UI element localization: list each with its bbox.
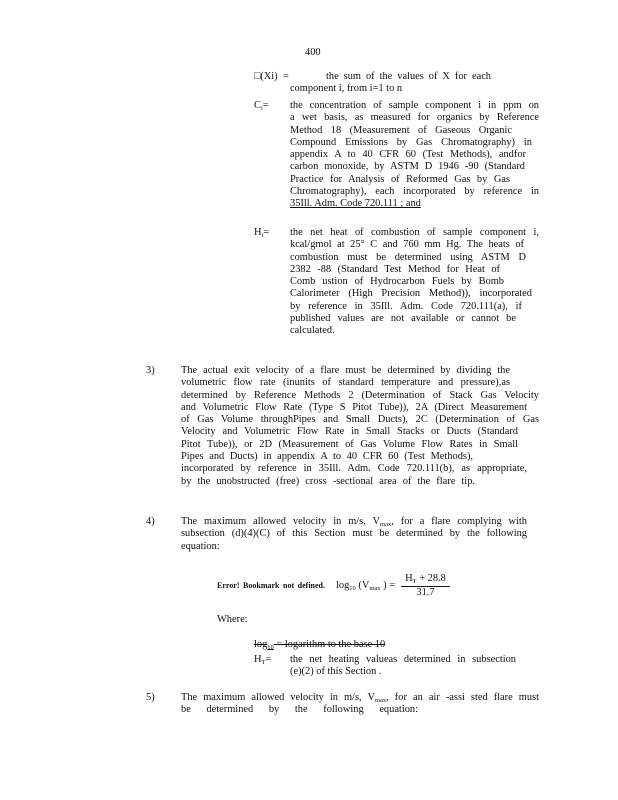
item-5-text (181, 692, 539, 717)
where-log-text: = logarithm to the base 10 (273, 639, 386, 650)
item-5-line1-after: , for an air -assi sted flare must (386, 692, 539, 703)
definition-line: Comb ustion of Hydrocarbon Fuels by Bomb (290, 276, 504, 288)
definition-sum-term: □(Xi) (254, 71, 278, 82)
where-ht-text (290, 654, 516, 679)
where-ht-sub: T (261, 659, 266, 666)
definition-line: 2382 -88 (Standard Test Method for Heat of (290, 263, 500, 275)
item-4-text (181, 516, 527, 553)
definition-hi-text (290, 227, 539, 338)
definition-line: carbon monoxide, by ASTM D 1946 -90 (Standard (290, 161, 525, 173)
item-4-line1-after: , for a flare complying with (391, 516, 528, 527)
item-5-vmax-sub: max (374, 697, 387, 704)
item-line (181, 516, 527, 528)
item-4-vmax-sub: max (380, 521, 392, 528)
definition-sum-sep: = (283, 71, 289, 82)
item-line: The actual exit velocity of a flare must be determined by dividing the (181, 365, 510, 376)
definition-line: the net heat of combustion of sample component i, (290, 227, 539, 238)
definition-hi-subscript: i (261, 232, 264, 239)
definition-sum-text (326, 71, 491, 83)
definition-line: Chromatography), each incorporated by reference in (290, 186, 539, 198)
item-line: of Gas Volume throughPipes and Small Ducts), 2C (Determination of Gas (181, 414, 539, 426)
equation-denominator: 31.7 (416, 586, 435, 598)
definition-hi-symbol: H (254, 227, 262, 238)
item-line: Velocity and Volumetric Flow Rate in Small Stacks or Ducts (Standard (181, 426, 518, 438)
definition-sum-text-2 (290, 83, 403, 95)
equation-log-base: 10 (349, 584, 356, 592)
where-log-term: log (254, 639, 268, 650)
equation (336, 569, 450, 603)
definition-line: the concentration of sample component i in ppm on (290, 100, 539, 111)
equation-log: log (336, 579, 350, 591)
definition-line: Compound Emissions by Gas Chromatography) in (290, 136, 532, 148)
item-line: determined by Reference Methods 2 (Determination of Stack Gas Velocity (181, 389, 539, 401)
where-ht-sep: = (265, 654, 272, 665)
definition-line: combustion must be determined using ASTM D (290, 251, 526, 263)
item-line: by the unobstructed (free) cross -sectional area of the flare tip. (181, 475, 475, 487)
definition-ci-sep: = (262, 100, 269, 111)
definition-line: published values are not available or cannot be (290, 313, 516, 325)
equation-error-line: Error! Bookmark not defined. (217, 581, 325, 590)
equation-numerator-rest: + 28.8 (416, 573, 446, 585)
equation-lhs (336, 580, 395, 592)
item-3-number: 3) (146, 365, 155, 376)
item-line: volumetric flow rate (inunits of standard temperature and pressure),as (181, 377, 510, 389)
equation-fraction (401, 573, 450, 599)
definition-hi-term (254, 227, 269, 239)
item-line: subsection (d)(4)(C) of this Section must be determined by the following (181, 528, 527, 540)
item-line: Pitot Tube)), or 2D (Measurement of Gas Volume Flow Rates in Small (181, 438, 518, 450)
item-4-line1-before: The maximum allowed velocity in m/s, V (181, 516, 381, 527)
item-5-line1-before: The maximum allowed velocity in m/s, V (181, 692, 375, 703)
equation-paren-close: ) = (383, 579, 396, 591)
definition-line: appendix A to 40 CFR 60 (Test Methods), andfor (290, 149, 526, 161)
definition-line: calculated. (290, 325, 335, 337)
definition-ci-last-line: 35Ill. Adm. Code 720.111 ; and (290, 198, 421, 210)
equation-numerator-sub: T (412, 578, 417, 586)
definition-line: a wet basis, as measured for organics by Reference (290, 112, 539, 124)
where-ht-term (254, 654, 271, 666)
definition-line: by reference in 35Ill. Adm. Code 720.111(a), if (290, 300, 522, 312)
definition-hi-sep: = (263, 227, 270, 238)
equation-vmax-sub: max (369, 584, 381, 592)
where-ht-symbol: H (254, 654, 262, 665)
item-4-number: 4) (146, 516, 155, 527)
definition-ci-subscript: i (260, 105, 263, 112)
where-log-definition (254, 639, 385, 651)
definition-ci-text (290, 100, 539, 211)
definition-line: the sum of the values of X for each (326, 71, 491, 82)
item-line: Pipes and Ducts) in appendix A to 40 CFR 60 (Test Methods), (181, 451, 473, 463)
page-number: 400 (305, 47, 321, 58)
item-5-number: 5) (146, 692, 155, 703)
where-ht-line: (e)(2) of this Section . (290, 666, 382, 678)
item-line: equation: (181, 540, 220, 552)
definition-ci-symbol: C (254, 100, 261, 111)
item-line: be determined by the following equation: (181, 704, 418, 716)
equation-paren-open: (V (358, 579, 370, 591)
definition-line: Practice for Analysis of Reformed Gas by Gas (290, 173, 510, 185)
item-line: incorporated by reference in 35Ill. Adm. Code 720.111(b), as appropriate, (181, 463, 527, 475)
equation-numerator (401, 573, 450, 586)
definition-line: Method 18 (Measurement of Gaseous Organic (290, 124, 512, 136)
where-label: Where: (217, 614, 248, 625)
equation-error-text (217, 580, 325, 592)
definition-ci-term (254, 100, 269, 112)
item-line (181, 692, 539, 704)
item-3-text (181, 365, 539, 488)
definition-line: kcal/gmol at 25° C and 760 mm Hg. The heats of (290, 239, 524, 251)
item-line: and Volumetric Flow Rate (Type S Pitot Tube)), 2A (Direct Measurement (181, 401, 527, 413)
equation-numerator-h: H (405, 573, 413, 585)
definition-line: component i, from i=1 to n (290, 83, 403, 94)
where-ht-line: the net heating valueas determined in subsection (290, 654, 516, 665)
definition-line: Calorimeter (High Precision Method)), incorporated (290, 288, 532, 300)
where-log-sub: 10 (267, 644, 274, 651)
definition-line (290, 198, 539, 210)
